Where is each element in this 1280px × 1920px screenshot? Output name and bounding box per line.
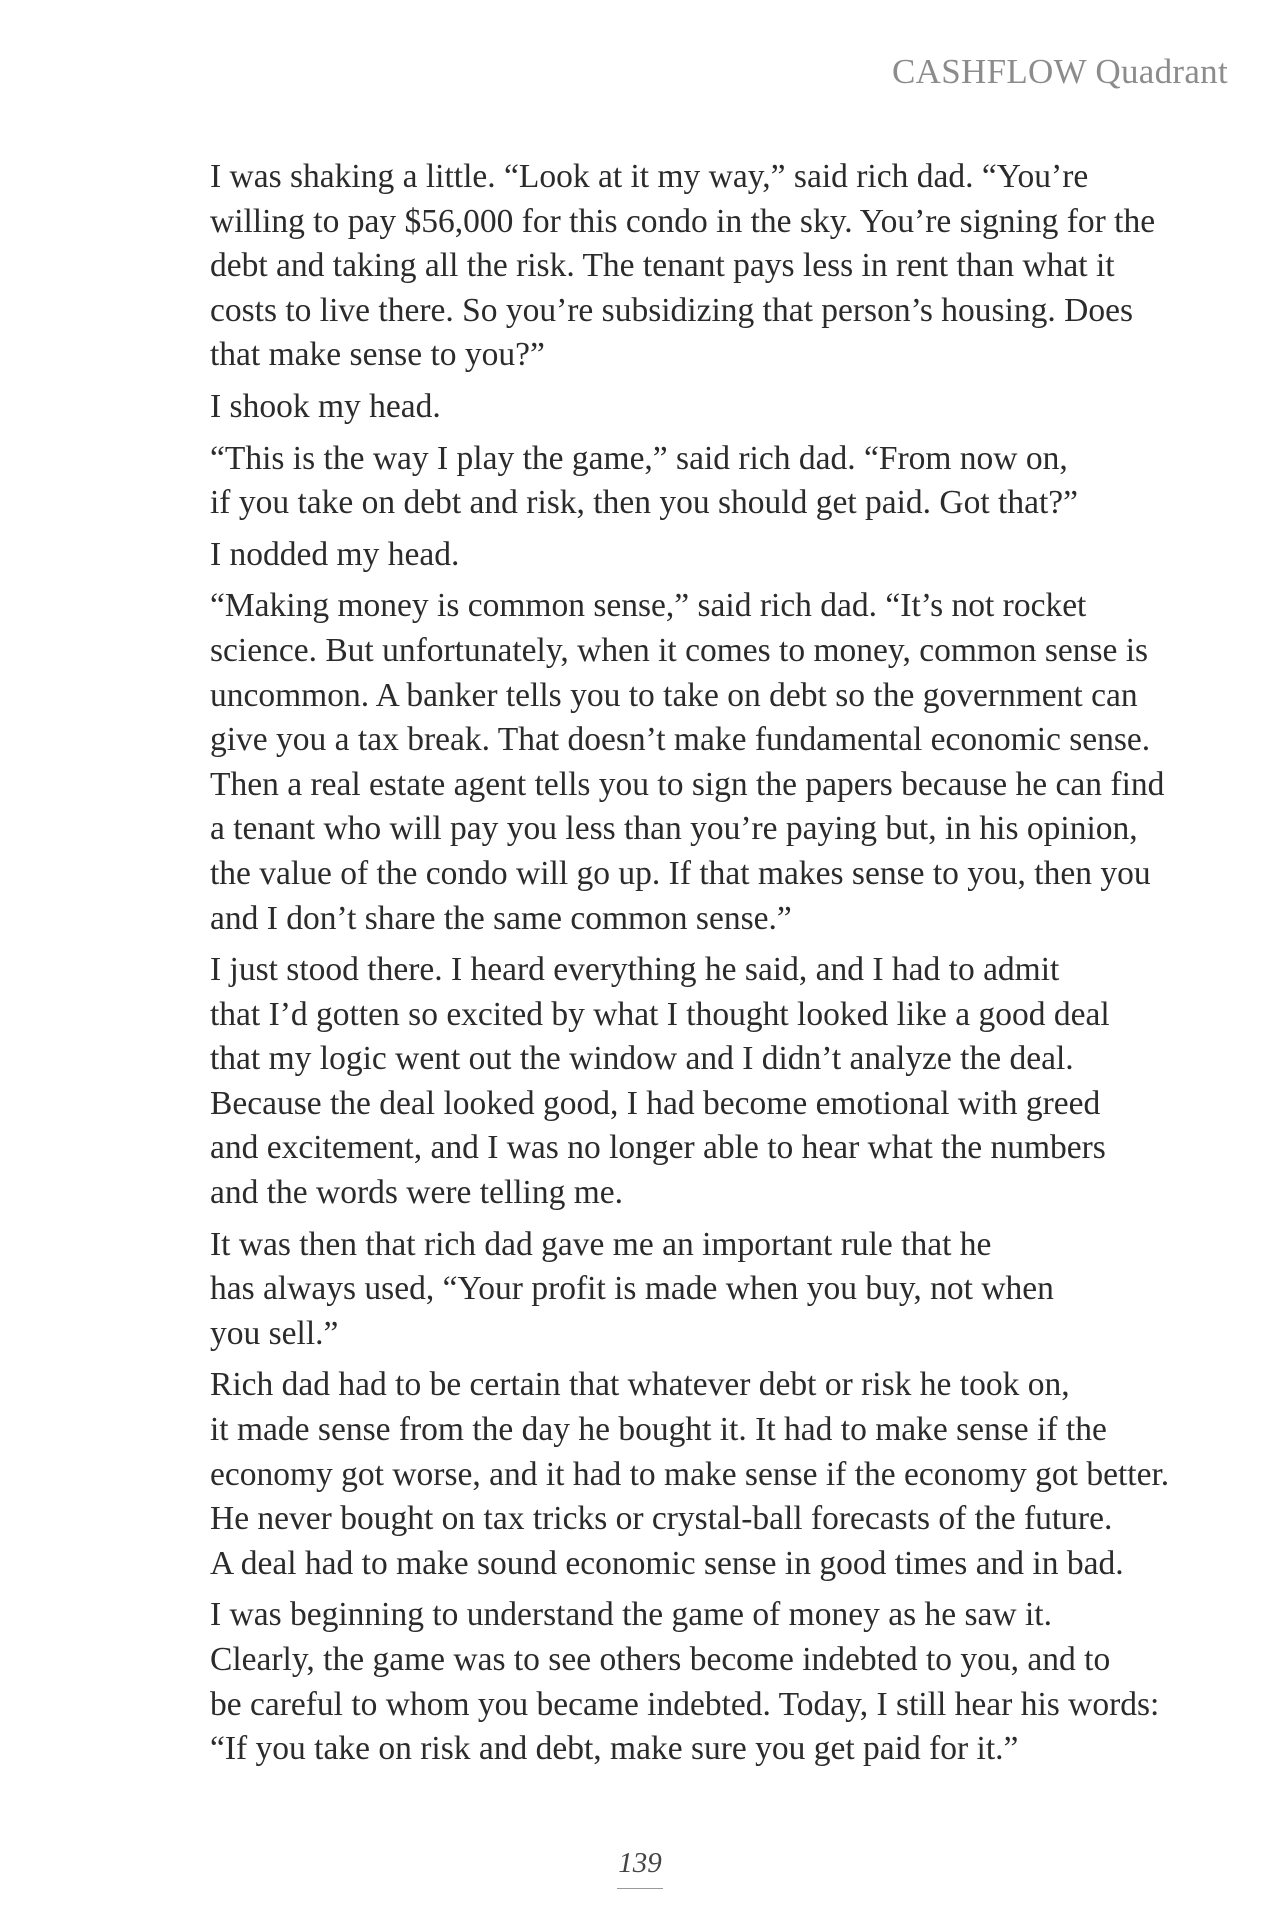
text-line: you sell.”	[210, 1314, 339, 1352]
text-line: the value of the condo will go up. If that makes sense to you, then you	[210, 854, 1151, 892]
paragraph	[156, 533, 1136, 578]
paragraph	[156, 437, 1136, 526]
text-line: He never bought on tax tricks or crystal-ball forecasts of the future.	[210, 1500, 1113, 1538]
text-line: uncommon. A banker tells you to take on debt so the government can	[210, 676, 1138, 714]
paragraph	[156, 1593, 1160, 1771]
text-line: “This is the way I play the game,” said rich dad. “From now on,	[210, 439, 1068, 477]
text-line: Rich dad had to be certain that whatever debt or risk he took on,	[210, 1366, 1070, 1404]
text-line: science. But unfortunately, when it comes to money, common sense is	[210, 631, 1149, 669]
text-line: debt and taking all the risk. The tenant pays less in rent than what it	[210, 247, 1115, 285]
text-line: it made sense from the day he bought it. It had to make sense if the	[210, 1411, 1107, 1449]
page-number-rule	[617, 1888, 663, 1889]
text-line: give you a tax break. That doesn’t make fundamental economic sense.	[210, 721, 1151, 759]
paragraph	[156, 584, 1165, 941]
text-line: if you take on debt and risk, then you should get paid. Got that?”	[210, 484, 1079, 522]
text-line: economy got worse, and it had to make sense if the economy got better.	[210, 1455, 1170, 1493]
text-line: Clearly, the game was to see others become indebted to you, and to	[210, 1641, 1111, 1678]
text-line: It was then that rich dad gave me an important rule that he	[210, 1225, 992, 1263]
text-line: Because the deal looked good, I had become emotional with greed	[210, 1084, 1101, 1122]
text-line: I nodded my head.	[210, 535, 460, 573]
text-line: “Making money is common sense,” said rich dad. “It’s not rocket	[210, 587, 1087, 625]
paragraph	[156, 1363, 1170, 1586]
running-head: CASHFLOW Quadrant	[892, 52, 1228, 91]
paragraph	[156, 385, 1136, 430]
text-line: A deal had to make sound economic sense in good times and in bad.	[210, 1544, 1124, 1582]
text-line: costs to live there. So you’re subsidizing that person’s housing. Does	[210, 291, 1134, 329]
text-line: I was beginning to understand the game of money as he saw it.	[210, 1596, 1052, 1634]
text-line: and I don’t share the same common sense.”	[210, 899, 792, 937]
text-line: that I’d gotten so excited by what I thought looked like a good deal	[210, 995, 1110, 1033]
text-line: and excitement, and I was no longer able to hear what the numbers	[210, 1129, 1106, 1167]
body-text	[156, 155, 1170, 1779]
paragraph	[156, 1223, 1136, 1357]
text-line: has always used, “Your profit is made when you buy, not when	[210, 1270, 1054, 1308]
paragraph	[156, 155, 1156, 378]
paragraph	[156, 948, 1136, 1216]
text-line: that my logic went out the window and I didn’t analyze the deal.	[210, 1040, 1074, 1078]
text-line: willing to pay $56,000 for this condo in the sky. You’re signing for the	[210, 202, 1156, 240]
text-line: I just stood there. I heard everything he said, and I had to admit	[210, 951, 1060, 989]
text-line: and the words were telling me.	[210, 1174, 624, 1212]
text-line: I shook my head.	[210, 387, 441, 425]
text-line: be careful to whom you became indebted. Today, I still hear his words:	[210, 1685, 1160, 1723]
text-line: “If you take on risk and debt, make sure you get paid for it.”	[210, 1730, 1019, 1768]
text-line: that make sense to you?”	[210, 336, 545, 374]
text-line: Then a real estate agent tells you to sign the papers because he can find	[210, 765, 1165, 803]
text-line: I was shaking a little. “Look at it my way,” said rich dad. “You’re	[210, 158, 1089, 195]
text-line: a tenant who will pay you less than you’re paying but, in his opinion,	[210, 810, 1138, 848]
page-number: 139	[618, 1847, 662, 1879]
